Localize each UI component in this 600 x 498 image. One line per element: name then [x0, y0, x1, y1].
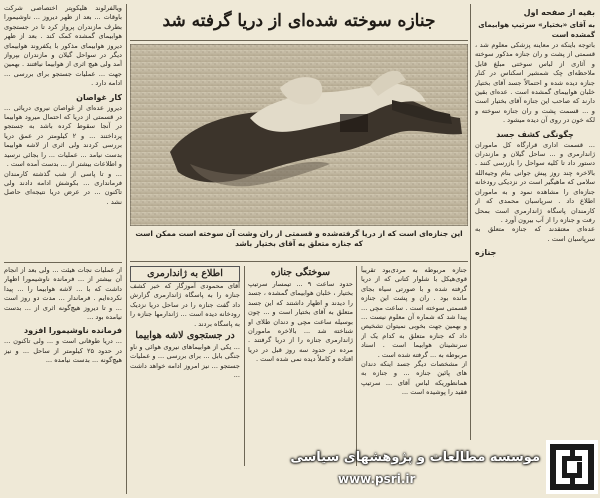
caption-divider	[130, 261, 468, 262]
mid-left-paragraph: حدود ساعت ۹ ... تیمسار سرتیپ بختیار ، خلبان هوابیمای گمشده ، جسد را دیدند و اظهار داشتند که این جسد متعلق به آقای بختیار است و ... چون بوسیله ساعت مچی و دندان طلای او شناخته شد ... بالاخره ماموران ژاندارمری جنازه را از دریا گرفتند . مرده در حدود سه روز قبل در دریا افتاده و کاملاً دیده نمی شده است .	[248, 280, 353, 364]
far-left-paragraph: ... دریا طوفانی است و ... ولی تاکنون ... در حدود ۲۵ کیلومتر از ساحل ... و نیز هیچ‌گونه ... بدست نیامده ...	[4, 337, 122, 365]
mid-right-paragraph: از مشخصات دیگر جسد اینکه دندان های پائین جنازه ... و جنازه به همانطوریکه لباس آقای ... سرتیپ فقید را پوشیده است ...	[361, 360, 467, 397]
far-left-paragraph: از عملیات نجات هیئت ... ولی بعد از انجام آن بیشتر از ... فرمانده ناوشیمورا اظهار داشت که با ... لاشه هوابیما را ... پیدا نکرده‌ایم . فرماندار ... مدت دو روز است ... و تا دیروز هیچ‌گونه اثری از ... بدست نیامده بود ...	[4, 266, 122, 322]
column-divider	[356, 266, 357, 466]
right-col-paragraph: باتوجه باینکه در معاینه پزشکی معلوم شد ، قسمتی از پشت و ران جنازه مذکور سوخته و آثاری از لباس سوختی مبلغ قابل ملاحظه‌ای چک شمشیر اسکناس در کنار جنازه دیده شده و احتمالاً جسد آقای بختیار خلبان هوابیمای گمشده است . عده‌ای بقین دارند که صاحب این جنازه آقای بختیار است و ... قسمت پشت و ران جنازه سوخته و لکه خون در روی آن دیده میشود .	[475, 41, 595, 125]
column-divider	[4, 262, 122, 263]
article-photo	[130, 44, 468, 226]
column-divider	[244, 266, 245, 466]
institute-logo-icon	[546, 440, 598, 494]
right-column	[475, 4, 595, 440]
far-left-column	[4, 266, 122, 494]
left-bottom-paragraph: ... یکی از هوابیماهای نیروی هوائی و ناو جنگی بابل ... برای بررسی ... و عملیات جستجو ... نیز امروز ادامه خواهد داشت ...	[130, 343, 240, 380]
left-top-column	[4, 4, 122, 260]
left-bottom-column	[130, 266, 240, 494]
headline-divider	[130, 40, 468, 41]
photo-caption: این جنازه‌ای است که از دریا گرفته‌شده و قسمتی از ران وشت آن سوخته است ممکن است که جنازه متعلق به آقای بختیار باشد	[135, 229, 463, 248]
left-top-paragraph: ... و تا پاسی از شب گذشته کارمندان فرمانداری ... بکوشش ادامه دادند ولی تاکنون ... در عرض دریا نتیجه‌ای حاصل نشد .	[4, 169, 122, 206]
divers-heading: کار غواصان	[76, 92, 122, 102]
gendarmerie-heading: اطلاع به ژاندارمری	[130, 266, 240, 282]
left-top-paragraph: ویالفرلوند هلیکوپتر اختصاصی شرکت باوقات ... بعد از ظهر دیروز ... ناوشیمورا بطرف مازندران پرواز کرد تا در جستجوی هوابیمای گمشده کمک کند . بعد از ظهر دیروز هوابیمای مذکور با یکفروند هوابیمای دیگر در سواحل گیلان و مازندران بپرواز آمد ولی هیچ اثری از هوابیما نیافتند . بهمین جهت ... عملیات جستجو برای بررسی ... ادامه دارد .	[4, 4, 122, 88]
left-bottom-paragraph: آقای محمودی آموزگار که خبر کشف جنازه را به پاسگاه ژاندارمری گزارش داد گفت جنازه را در ساحل دریا نزدیک رودخانه دیده است ... ژاندارمها جنازه را به پاسگاه بردند .	[130, 282, 240, 328]
right-col-heading: بقیه از صفحه اول	[523, 8, 595, 17]
watermark-url: www.psri.ir	[338, 472, 416, 486]
burn-heading: سوختگی جنازه	[270, 267, 331, 278]
right-col-subheading: به آقای «بختیار» سرتیپ هوابیمای گمشده است	[478, 21, 595, 39]
left-top-paragraph: دیروز عده‌ای از غواصان نیروی دریائی ... در قسمتی از دریا که احتمال میرود هوابیما در آنجا سقوط کرده باشد به جستجو پرداختند ... و ۲ کیلومتر در عمق دریا بررسی کردند ولی اثری از لاشه هوابیما بدست نیامد ... عملیات ... را بجائی نرسید و اطلاعات بیشتر از ... بدست آمده است .	[4, 103, 122, 169]
right-col-tail: جنازه	[475, 248, 497, 258]
watermark	[268, 448, 540, 496]
article-headline: جنازه سوخته شده‌ای از دریا گرفته شد	[162, 11, 436, 31]
mid-right-paragraph: جنازه مربوطه به مردی‌بود تقریباً قوی‌هیکل با شلوار کتانی که از دریا گرفته شده و با صورتی سیاه بجای مانده بود . ران و پشت این جنازه قسمتی سوخته است . ساعت مچی ... پیدا شد که شماره آن معلوم نیست ... و بهمین جهت بخوبی نمیتوان تشخیص داد که جنازه متعلق به کدام یک از سرنشینان هوابیما است . اسناد مربوطه به ... گرفته شده است .	[361, 266, 467, 359]
column-divider	[470, 4, 471, 440]
watermark-org-name: موسسه مطالعات و پژوهشهای سیاسی	[290, 450, 540, 465]
column-divider	[126, 4, 127, 494]
right-col-paragraph: عده‌ای معتقدند که جنازه متعلق به سرپاسبان است .	[475, 225, 595, 243]
discovery-heading: چگونگی کشف جسد	[496, 129, 574, 139]
commander-heading: فرمانده ناوشیمورا افزود	[24, 326, 122, 336]
right-col-paragraph: ... قسمت اداری قرارگاه کل ماموران ژاندارمری و ... ساحل گیلان و مازندران دستور داد تا کلیه سواحل را بازرسی کنند . بالاخره چند روز پیش جوانی بنام وجیه‌الله سلامی که ماهیگیر است در نزدیکی رودخانه جنازه‌ای را مشاهده نمود و به ماموران اطلاع داد . سرپاسبان محمدی که از کارمندان پاسگاه ژاندارمری است بمحل رفت و جنازه را از آب بیرون آورد .	[475, 140, 595, 224]
wreck-search-heading: در جستجوی لاشه هوابیما	[135, 330, 235, 342]
